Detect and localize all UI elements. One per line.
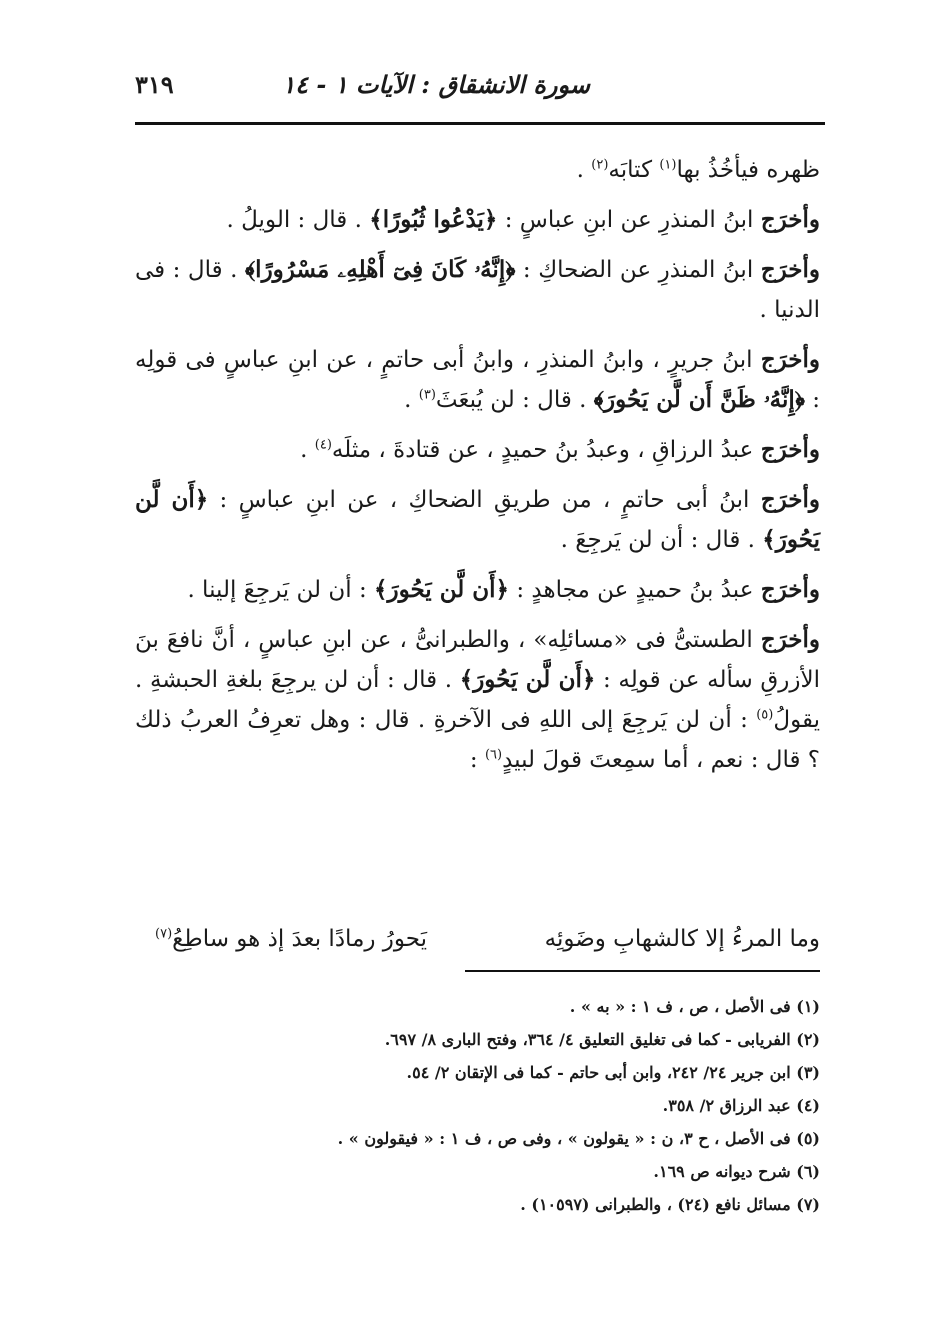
quran-verse: ﴿إِنَّهُۥ ظَنَّ أَن لَّن يَحُورَ﴾ xyxy=(593,386,805,413)
text-run: . xyxy=(404,387,419,413)
lead-word: وأخرَج xyxy=(760,626,820,653)
poem-verse xyxy=(135,920,820,964)
lead-word: وأخرَج xyxy=(760,346,820,373)
paragraph-5 xyxy=(135,430,820,470)
text-run: ابنُ المنذرِ عن ابنِ عباسٍ : xyxy=(497,207,761,233)
quran-verse: ﴿أَن لَّن يَحُورَ﴾ xyxy=(374,576,510,603)
footnote-ref: (٣) xyxy=(418,387,436,403)
paragraph-7 xyxy=(135,570,820,610)
text-run: : أن لن يَرجِعَ إلى اللهِ فى الآخرةِ . قال : وهل تعرِفُ العربُ ذلك ؟ قال : نعم ، أما سمِعتَ قولَ لبيدٍ xyxy=(135,707,820,773)
footnote-ref: (٦) xyxy=(484,747,503,763)
footnote-3: (٣) ابن جرير ٢٤/ ٢٤٢، وابن أبى حاتم - كما فى الإتقان ٢/ ٥٤. xyxy=(406,1063,820,1082)
paragraph-2 xyxy=(135,200,820,240)
text-run: . قال : الويلُ . xyxy=(226,207,370,233)
text-run: الطستىُّ فى «مسائلِه» ، والطبرانىُّ ، عن ابنِ عباسٍ ، أنَّ نافعَ بنَ الأزرقِ سأله عن قولِه : xyxy=(135,627,820,693)
quran-verse: ﴿أَن لَّن يَحُورَ﴾ xyxy=(459,666,596,693)
footnote-2: (٢) الفريابى - كما فى تغليق التعليق ٤/ ٣٦٤، وفتح البارى ٨/ ٦٩٧. xyxy=(384,1030,820,1049)
text-run: . قال : أن لن يرجِعَ بلغةِ الحبشةِ . يقولُ xyxy=(135,667,820,733)
footnote-7: (٧) مسائل نافع (٢٤) ، والطبرانى (١٠٥٩٧) . xyxy=(520,1195,820,1214)
lead-word: وأخرَج xyxy=(760,256,820,283)
footnote-ref: (٥) xyxy=(756,707,774,723)
paragraph-3 xyxy=(135,250,820,330)
poem-first-hemistich: وما المرءُ إلا كالشهابِ وضَوئِه xyxy=(544,926,820,952)
main-text xyxy=(135,150,820,790)
footnote-ref: (٤) xyxy=(314,437,332,453)
text-run: كتابَه xyxy=(608,157,660,183)
paragraph-6 xyxy=(135,480,820,560)
footnote-divider xyxy=(465,970,820,972)
text-run: . قال : فى الدنيا . xyxy=(135,257,820,323)
text-run: عبدُ بنُ حميدٍ عن مجاهدٍ : xyxy=(509,577,761,603)
footnote-ref: (١) xyxy=(659,157,677,173)
paragraph-4 xyxy=(135,340,820,420)
text-run: . xyxy=(300,437,315,463)
lead-word: وأخرَج xyxy=(760,206,820,233)
header-divider xyxy=(135,122,825,125)
text-run: : أن لن يَرجِعَ إلينا . xyxy=(187,577,374,603)
footnote-1: (١) فى الأصل ، ص ، ف ١ : « به » . xyxy=(569,997,820,1016)
paragraph-8 xyxy=(135,620,820,780)
text-run: عبدُ الرزاقِ ، وعبدُ بنُ حميدٍ ، عن قتادةَ ، مثلَه xyxy=(331,437,761,463)
running-header xyxy=(135,70,820,110)
footnotes xyxy=(130,990,820,1221)
lead-word: وأخرَج xyxy=(760,486,820,513)
footnote-5: (٥) فى الأصل ، ح ٣، ن : « يقولون » ، وفى ص ، ف ١ : « فيقولون » . xyxy=(337,1129,820,1148)
text-run: ابنُ المنذرِ عن الضحاكِ : xyxy=(515,257,761,283)
footnote-6: (٦) شرح ديوانه ص ١٦٩. xyxy=(653,1162,820,1181)
footnote-ref: (٧) xyxy=(155,926,173,942)
text-run: : xyxy=(469,747,485,773)
text-run: . قال : أن لن يَرجِعَ . xyxy=(560,527,763,553)
text-run: . xyxy=(576,157,592,183)
lead-word: وأخرَج xyxy=(760,436,820,463)
quran-verse: ﴿أَن لَّن يَحُورَ﴾ xyxy=(135,486,820,553)
poem-second-hemistich-text: يَحورُ رمادًا بعدَ إذ هو ساطِعُ xyxy=(172,926,428,952)
footnote-4: (٤) عبد الرزاق ٢/ ٣٥٨. xyxy=(662,1096,820,1115)
text-run: ابنُ جريرٍ ، وابنُ المنذرِ ، وابنُ أبى حاتمٍ ، عن ابنِ عباسٍ فى قولِه : xyxy=(135,347,820,413)
text-run: ظهره فيأخُذُ بها xyxy=(676,157,820,183)
paragraph-1 xyxy=(135,150,820,190)
text-run: . قال : لن يُبعَثَ xyxy=(435,387,594,413)
poem-second-hemistich xyxy=(155,926,427,952)
quran-verse: ﴿يَدْعُوا ثُبُورًا﴾ xyxy=(369,206,498,233)
header-title: سورة الانشقاق : الآيات ١ - ١٤ xyxy=(282,70,590,99)
page-number: ٣١٩ xyxy=(135,70,174,99)
text-run: ابنُ أبى حاتمٍ ، من طريقِ الضحاكِ ، عن ابنِ عباسٍ : xyxy=(208,487,761,513)
footnote-ref: (٢) xyxy=(591,157,609,173)
lead-word: وأخرَج xyxy=(760,576,820,603)
quran-verse: ﴿إِنَّهُۥ كَانَ فِىٓ أَهْلِهِۦ مَسْرُورًا﴾ xyxy=(244,256,516,283)
